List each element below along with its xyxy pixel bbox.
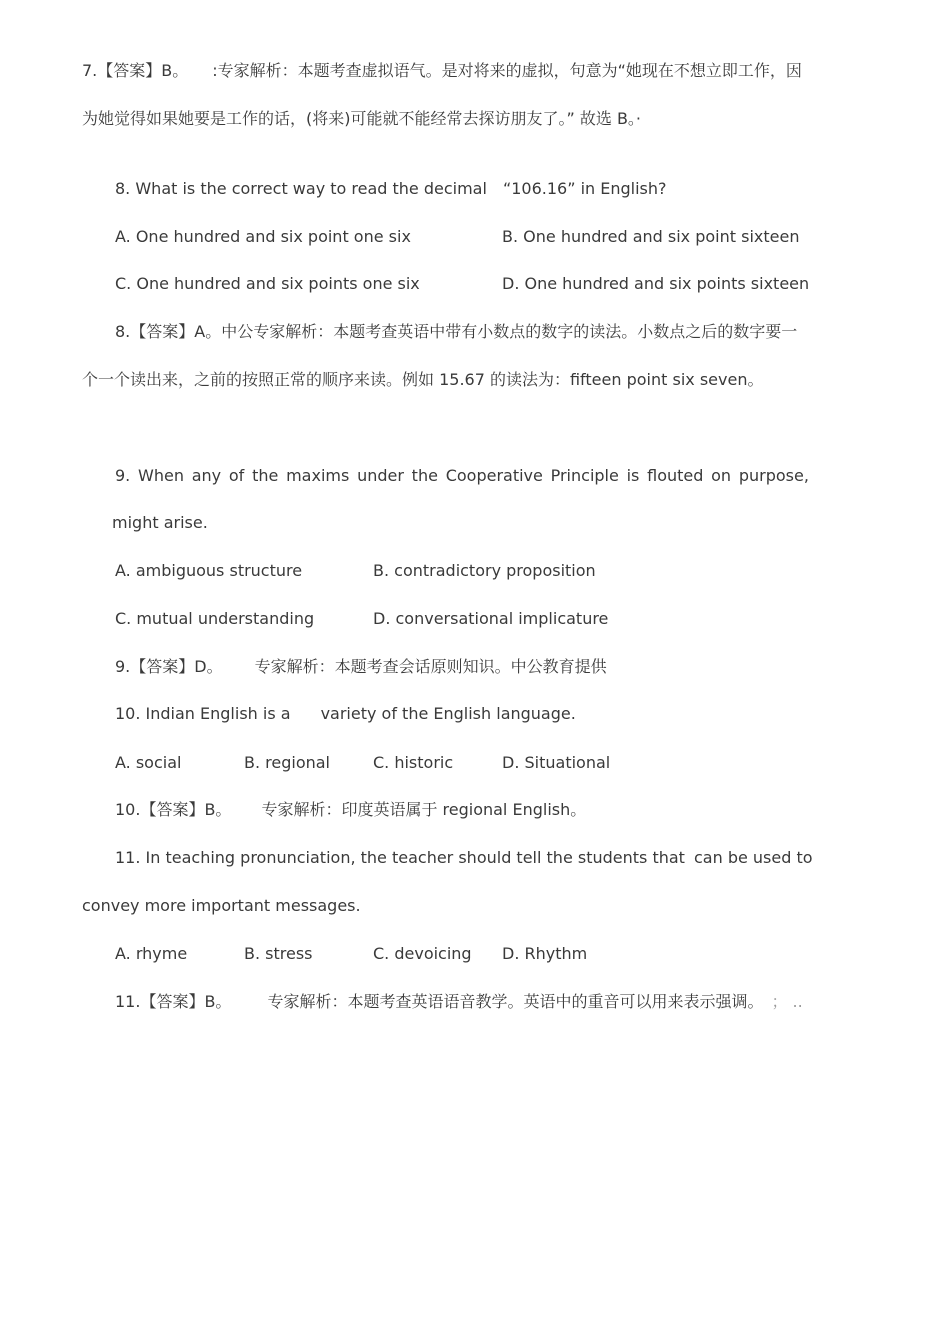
q10-question [115, 703, 576, 725]
q7-answer-analysis: :专家解析：本题考查虚拟语气。是对将来的虚拟，句意为“她现在不想立即工作，因 [212, 61, 802, 80]
q10-option-c: C. historic [373, 753, 454, 772]
q9-question-line1 [115, 465, 809, 487]
q10-question-text: 10. Indian English is a [115, 704, 291, 723]
q8-option-c: C. One hundred and six points one six [115, 274, 420, 293]
q10-question-text-end: variety of the English language. [320, 704, 576, 723]
q10-answer-label: 10.【答案】B。 [115, 800, 232, 819]
q9-option-a: A. ambiguous structure [115, 561, 303, 580]
q7-answer-line2: 为她觉得如果她要是工作的话，(将来)可能就不能经常去探访朋友了。” 故选 B。· [82, 109, 642, 128]
q9-word: any [191, 466, 222, 485]
q8-option-a: A. One hundred and six point one six [115, 227, 411, 246]
q11-option-c: C. devoicing [373, 944, 472, 963]
q9-word: Principle [550, 466, 619, 485]
q8-answer-line1: 8.【答案】A。中公专家解析：本题考查英语中带有小数点的数字的读法。小数点之后的数字要一 [115, 322, 798, 341]
q9-question-line2: might arise. [112, 513, 208, 532]
q11-question-line2: convey more important messages. [82, 896, 361, 915]
q9-word: Cooperative [445, 466, 543, 485]
q10-option-a: A. social [115, 753, 182, 772]
q11-option-a: A. rhyme [115, 944, 188, 963]
q9-word: the [411, 466, 438, 485]
q11-question-line1 [115, 847, 685, 869]
q9-word: under [357, 466, 404, 485]
q9-word: is [626, 466, 640, 485]
q10-option-d: D. Situational [502, 753, 611, 772]
q9-answer-analysis: 专家解析：本题考查会话原则知识。中公教育提供 [254, 657, 607, 676]
q9-word: on [711, 466, 732, 485]
q9-word: of [228, 466, 245, 485]
q11-answer-label: 11.【答案】B。 [115, 992, 232, 1011]
q9-option-c: C. mutual understanding [115, 609, 315, 628]
q9-word: maxims [286, 466, 350, 485]
q8-option-d: D. One hundred and six points sixteen [502, 274, 810, 293]
q10-option-b: B. regional [244, 753, 330, 772]
q8-option-b: B. One hundred and six point sixteen [502, 227, 800, 246]
q10-answer-analysis: 专家解析：印度英语属于 regional English。 [261, 800, 587, 819]
q8-question [115, 178, 667, 200]
q11-option-b: B. stress [244, 944, 313, 963]
q11-answer-trail: ； .. [771, 992, 803, 1011]
q9-option-d: D. conversational implicature [373, 609, 609, 628]
q11-answer-analysis: 专家解析：本题考查英语语音教学。英语中的重音可以用来表示强调。 [267, 992, 764, 1011]
q11-question-text-end: can be used to [694, 848, 813, 867]
q9-word: When [138, 466, 184, 485]
q9-answer-label: 9.【答案】D。 [115, 657, 223, 676]
q7-answer-line1 [82, 60, 802, 82]
q9-word: purpose, [738, 466, 809, 485]
q11-option-d: D. Rhythm [502, 944, 588, 963]
q9-option-b: B. contradictory proposition [373, 561, 596, 580]
q8-answer-line2: 个一个读出来，之前的按照正常的顺序来读。例如 15.67 的读法为：fifteen point six seven。 [82, 370, 764, 389]
q11-answer [115, 991, 803, 1013]
q9-word: the [252, 466, 279, 485]
q11-question-text: 11. In teaching pronunciation, the teacher should tell the students that [115, 848, 685, 867]
q9-word: 9. [115, 466, 131, 485]
q7-answer-label: 7.【答案】B。 [82, 61, 189, 80]
q9-answer [115, 656, 607, 678]
q10-answer [115, 799, 586, 821]
q8-question-text: 8. What is the correct way to read the decimal [115, 179, 487, 198]
q9-word: flouted [647, 466, 704, 485]
q8-question-decimal: “106.16” in English? [502, 179, 667, 198]
